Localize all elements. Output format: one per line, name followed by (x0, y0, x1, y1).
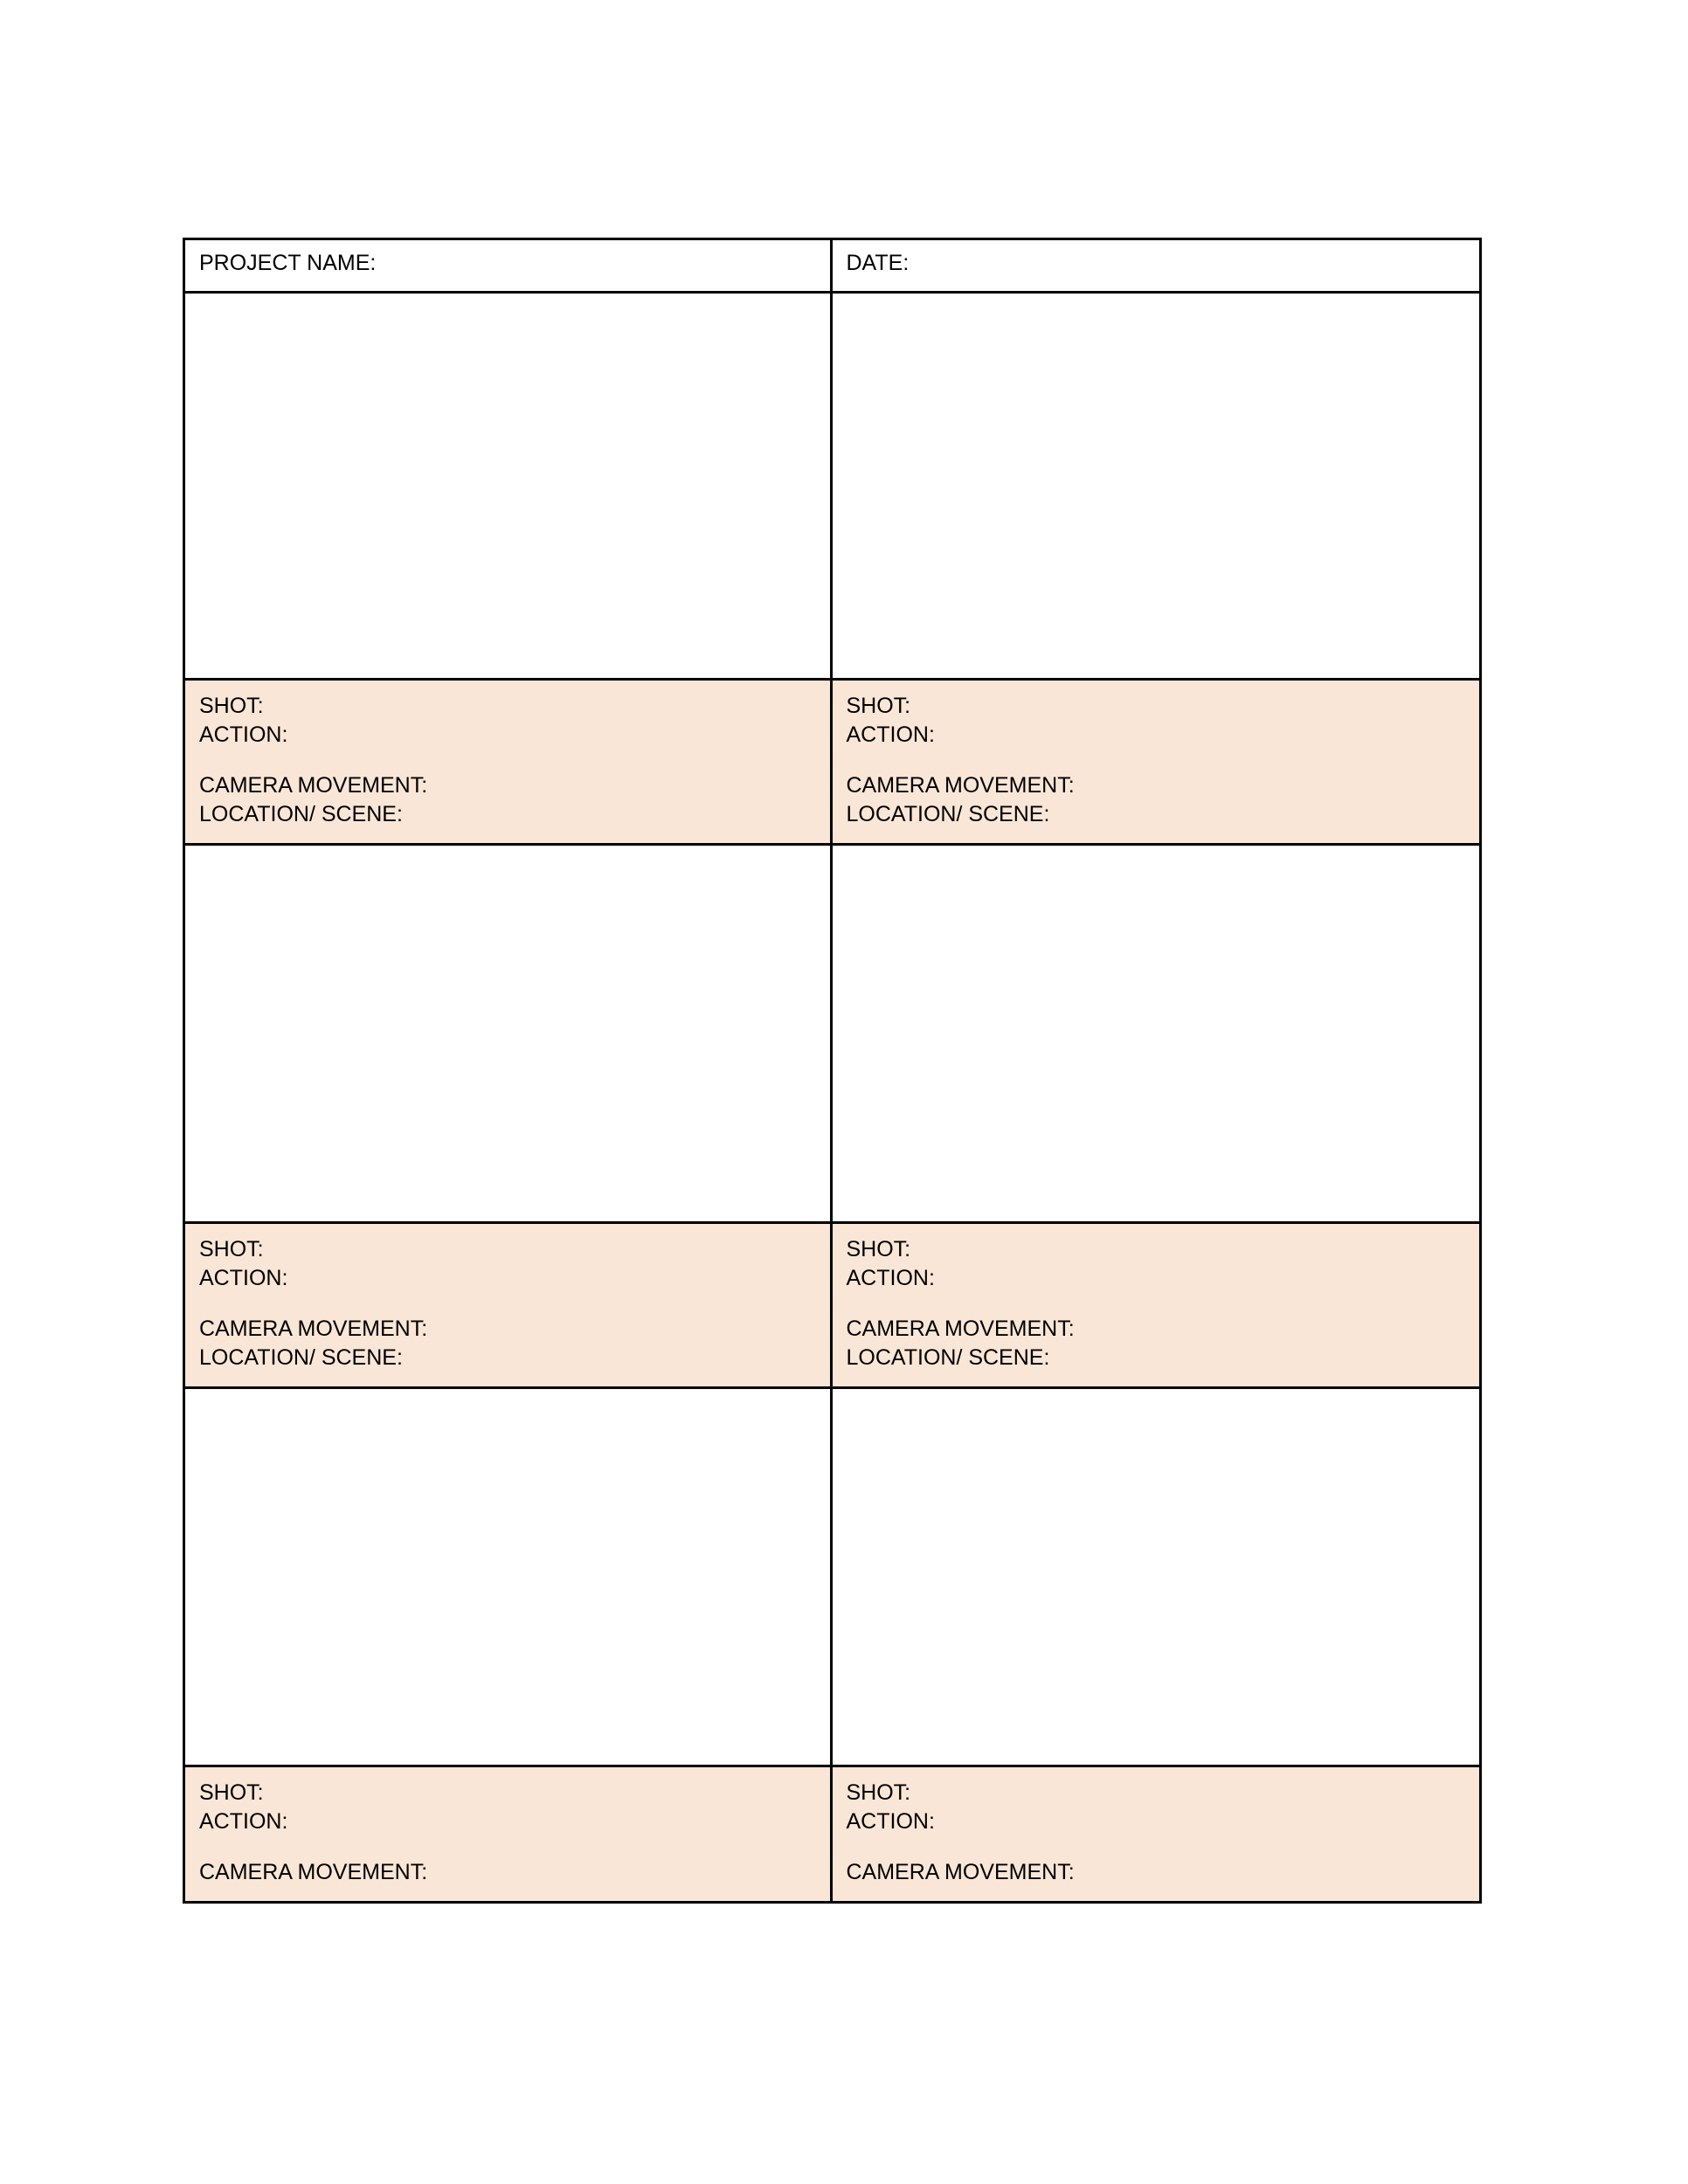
shot-details-1[interactable] (185, 681, 833, 843)
storyboard-frame-2[interactable] (833, 294, 1480, 678)
storyboard-frame-3[interactable] (185, 846, 833, 1221)
action-label: ACTION: (199, 1809, 288, 1835)
label-row-2 (185, 1224, 1479, 1389)
storyboard-frame-6[interactable] (833, 1389, 1480, 1765)
location-scene-label: LOCATION/ SCENE: (199, 801, 403, 826)
storyboard-sheet (183, 238, 1482, 1904)
shot-details-3[interactable] (185, 1224, 833, 1386)
camera-movement-label: CAMERA MOVEMENT: (846, 1859, 1075, 1884)
location-scene-label: LOCATION/ SCENE: (846, 801, 1050, 826)
storyboard-frame-1[interactable] (185, 294, 833, 678)
shot-label: SHOT: (846, 694, 911, 718)
spacer (199, 750, 816, 771)
project-name-field[interactable] (185, 240, 833, 291)
action-label: ACTION: (846, 722, 935, 748)
shot-label: SHOT: (846, 1780, 911, 1805)
date-label: DATE: (846, 251, 910, 275)
camera-movement-label: CAMERA MOVEMENT: (199, 1859, 428, 1884)
camera-movement-label: CAMERA MOVEMENT: (846, 1316, 1075, 1341)
camera-movement-label: CAMERA MOVEMENT: (846, 772, 1075, 798)
location-scene-label: LOCATION/ SCENE: (199, 1344, 403, 1370)
camera-movement-label: CAMERA MOVEMENT: (199, 1316, 428, 1341)
header-row (185, 240, 1479, 294)
shot-details-5[interactable] (185, 1767, 833, 1901)
location-scene-label: LOCATION/ SCENE: (846, 1344, 1050, 1370)
shot-label: SHOT: (846, 1237, 911, 1261)
project-name-label: PROJECT NAME: (199, 251, 377, 275)
frame-row-2 (185, 846, 1479, 1224)
frame-row-1 (185, 294, 1479, 681)
spacer (847, 1294, 1466, 1315)
camera-movement-label: CAMERA MOVEMENT: (199, 772, 428, 798)
shot-label: SHOT: (199, 1780, 264, 1805)
storyboard-frame-5[interactable] (185, 1389, 833, 1765)
action-label: ACTION: (199, 1266, 288, 1291)
label-row-1 (185, 681, 1479, 846)
action-label: ACTION: (846, 1266, 935, 1291)
label-row-3 (185, 1767, 1479, 1901)
shot-label: SHOT: (199, 1237, 264, 1261)
shot-label: SHOT: (199, 694, 264, 718)
spacer (847, 750, 1466, 771)
spacer (199, 1294, 816, 1315)
frame-row-3 (185, 1389, 1479, 1767)
shot-details-6[interactable] (833, 1767, 1480, 1901)
shot-details-2[interactable] (833, 681, 1480, 843)
spacer (847, 1837, 1466, 1858)
action-label: ACTION: (846, 1809, 935, 1835)
storyboard-frame-4[interactable] (833, 846, 1480, 1221)
shot-details-4[interactable] (833, 1224, 1480, 1386)
action-label: ACTION: (199, 722, 288, 748)
spacer (199, 1837, 816, 1858)
date-field[interactable] (833, 240, 1480, 291)
